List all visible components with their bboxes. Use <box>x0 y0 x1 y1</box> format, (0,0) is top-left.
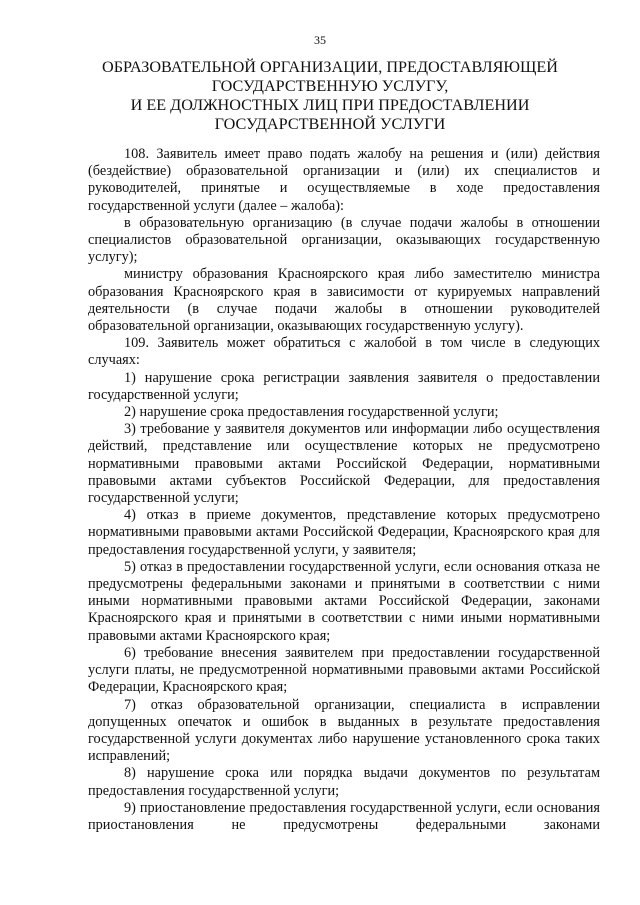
body-text <box>88 146 600 834</box>
list-item-7: 7) отказ образовательной организации, специалиста в исправлении допущенных опечаток и ошибок в выданных в результате предоставления государственной услуги документах либо нарушение установленного срока таких исправлений; <box>88 696 600 765</box>
paragraph-108: 108. Заявитель имеет право подать жалобу на решения и (или) действия (бездействие) образовательной организации и (или) их специалистов и руководителей, принятые и осуществляемые в ходе предоставления государственной услуги (далее – жалоба): <box>88 146 600 214</box>
list-item-2: 2) нарушение срока предоставления государственной услуги; <box>124 404 499 421</box>
heading-line: ГОСУДАРСТВЕННУЮ УСЛУГУ, <box>211 77 449 95</box>
list-item-9: 9) приостановление предоставления государственной услуги, если основания приостановления не предусмотрены федеральными законами <box>88 799 600 833</box>
paragraph-complaint-minister: министру образования Красноярского края либо заместителю министра образования Красноярского края в зависимости от курируемых направлений деятельности (в случае подачи жалобы в отношении руководителей образовательной организации, оказывающих государственную услугу). <box>88 266 600 335</box>
list-item-6: 6) требование внесения заявителем при предоставлении государственной услуги платы, не предусмотренной нормативными правовыми актами Российской Федерации, Красноярского края; <box>88 644 600 696</box>
section-heading <box>80 58 580 134</box>
heading-line: ОБРАЗОВАТЕЛЬНОЙ ОРГАНИЗАЦИИ, ПРЕДОСТАВЛЯЮЩЕЙ <box>102 58 558 76</box>
list-item-4: 4) отказ в приеме документов, представление которых предусмотрено нормативными правовыми актами Российской Федерации, Красноярского края для предоставления государственной услуги, у заявителя; <box>88 507 600 558</box>
heading-line: И ЕЕ ДОЛЖНОСТНЫХ ЛИЦ ПРИ ПРЕДОСТАВЛЕНИИ <box>130 96 530 114</box>
paragraph-complaint-organization: в образовательную организацию (в случае подачи жалобы в отношении специалистов образовательной организации, оказывающих государственную услугу); <box>88 214 600 266</box>
list-item-3: 3) требование у заявителя документов или информации либо осуществления действий, представление или осуществление которых не предусмотрено нормативными правовыми актами Российской Федерации, нормативными правовыми актами субъектов Российской Федерации, для предоставления государственной услуги; <box>88 421 600 507</box>
page-number: 35 <box>314 33 326 47</box>
list-item-8: 8) нарушение срока или порядка выдачи документов по результатам предоставления государственной услуги; <box>88 765 600 799</box>
heading-line: ГОСУДАРСТВЕННОЙ УСЛУГИ <box>214 115 446 133</box>
paragraph-109: 109. Заявитель может обратиться с жалобой в том числе в следующих случаях: <box>88 335 600 369</box>
list-item-5: 5) отказ в предоставлении государственной услуги, если основания отказа не предусмотрены федеральными законами и принятыми в соответствии с ними иными нормативными правовыми актами Российской Федерации, законами Красноярского края и принятыми в соответствии с ними иными нормативными правовыми актами Красноярского края; <box>88 558 600 644</box>
list-item-1: 1) нарушение срока регистрации заявления заявителя о предоставлении государственной услуги; <box>88 369 600 403</box>
